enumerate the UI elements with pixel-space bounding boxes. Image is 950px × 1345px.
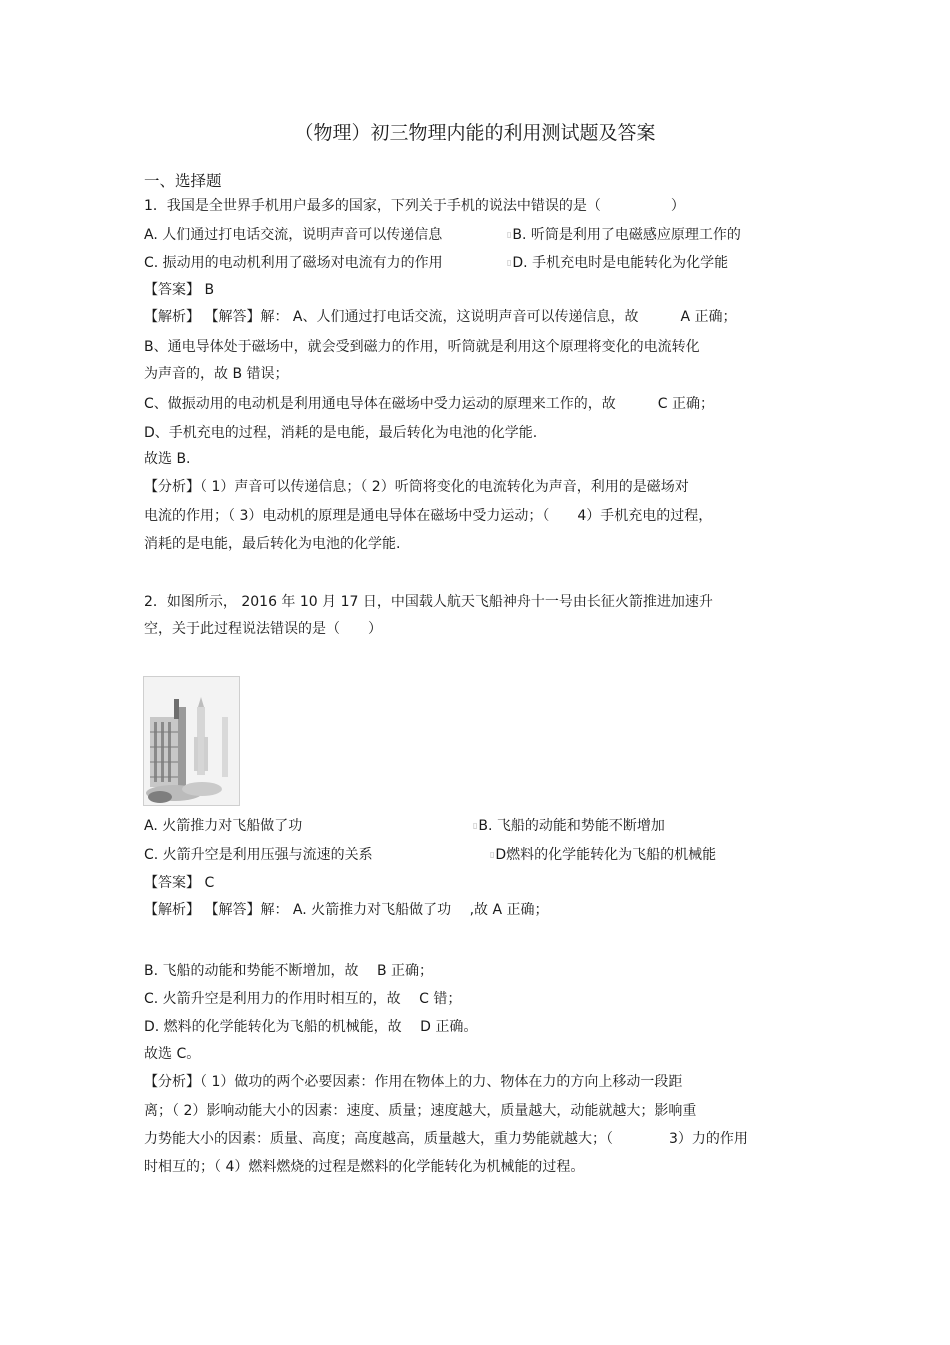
q1-analysis-line: 【分析】（ 1）声音可以传递信息；（ 2）听筒将变化的电流转化为声音，利用的是磁场对 — [144, 479, 689, 495]
question-1-stem: 1．我国是全世界手机用户最多的国家，下列关于手机的说法中错误的是（ ） — [144, 198, 685, 214]
q2-analysis-line: 故选 C。 — [144, 1046, 201, 1062]
q1-analysis-line: 为声音的，故 B 错误； — [144, 366, 289, 382]
question-2-stem: 空，关于此过程说法错误的是（ ） — [144, 621, 382, 637]
rocket-launch-image — [144, 677, 239, 805]
rocket-launch-figure — [143, 676, 240, 806]
q2-option-d — [490, 846, 716, 864]
q2-analysis-line: 时相互的；（ 4）燃料燃烧的过程是燃料的化学能转化为机械能的过程。 — [144, 1159, 585, 1175]
column-mark: ▯ — [507, 230, 512, 239]
q1-analysis-line: B、通电导体处于磁场中，就会受到磁力的作用，听筒就是利用这个原理将变化的电流转化 — [144, 339, 700, 355]
q1-option-c: C. 振动用的电动机利用了磁场对电流有力的作用 — [144, 255, 443, 271]
q2-analysis-line: 【分析】（ 1）做功的两个必要因素：作用在物体上的力、物体在力的方向上移动一段距 — [144, 1074, 683, 1090]
question-2-stem: 2．如图所示， 2016 年 10 月 17 日，中国载人航天飞船神舟十一号由长征火箭推进加速升 — [144, 594, 713, 610]
q2-analysis-line: D. 燃料的化学能转化为飞船的机械能，故 D 正确。 — [144, 1019, 478, 1035]
q1-analysis-line: 【解析】 【解答】解： A、人们通过打电话交流，这说明声音可以传递信息，故 A 正确； — [144, 309, 737, 325]
column-mark: ▯ — [507, 258, 512, 267]
q1-option-a: A. 人们通过打电话交流，说明声音可以传递信息 — [144, 227, 443, 243]
q1-option-b — [507, 226, 741, 244]
q2-analysis-line: C. 火箭升空是利用力的作用时相互的，故 C 错； — [144, 991, 462, 1007]
column-mark: ▯ — [473, 821, 478, 830]
q1-analysis-line: D、手机充电的过程，消耗的是电能，最后转化为电池的化学能. — [144, 425, 538, 441]
q1-option-d-text: D. 手机充电时是电能转化为化学能 — [512, 255, 729, 271]
q1-analysis-line: C、做振动用的电动机是利用通电导体在磁场中受力运动的原理来工作的，故 C 正确； — [144, 396, 714, 412]
q1-option-d — [507, 254, 728, 272]
q2-option-b-text: B. 飞船的动能和势能不断增加 — [478, 818, 665, 834]
q2-option-a: A. 火箭推力对飞船做了功 — [144, 818, 303, 834]
q2-analysis-line: 离；（ 2）影响动能大小的因素：速度、质量；速度越大，质量越大，动能就越大；影响重 — [144, 1103, 697, 1119]
q2-analysis-line: 【解析】 【解答】解： A. 火箭推力对飞船做了功 ,故 A 正确； — [144, 902, 549, 918]
q1-answer: 【答案】 B — [144, 282, 215, 298]
column-mark: ▯ — [490, 850, 495, 859]
q1-analysis-line: 故选 B. — [144, 451, 191, 467]
q2-analysis-line: 力势能大小的因素：质量、高度；高度越高，质量越大，重力势能就越大；（ 3）力的作用 — [144, 1131, 748, 1147]
q2-answer: 【答案】 C — [144, 875, 215, 891]
section-heading: 一、选择题 — [144, 172, 222, 190]
q2-option-d-text: D燃料的化学能转化为飞船的机械能 — [495, 847, 717, 863]
q2-option-b — [473, 817, 665, 835]
q1-option-b-text: B. 听筒是利用了电磁感应原理工作的 — [512, 227, 741, 243]
q1-analysis-line: 消耗的是电能，最后转化为电池的化学能. — [144, 536, 401, 552]
q1-analysis-line: 电流的作用；（ 3）电动机的原理是通电导体在磁场中受力运动；（ 4）手机充电的过程， — [144, 508, 713, 524]
q2-analysis-line: B. 飞船的动能和势能不断增加，故 B 正确； — [144, 963, 434, 979]
q2-option-c: C. 火箭升空是利用压强与流速的关系 — [144, 847, 373, 863]
document-title: （物理）初三物理内能的利用测试题及答案 — [294, 122, 656, 144]
